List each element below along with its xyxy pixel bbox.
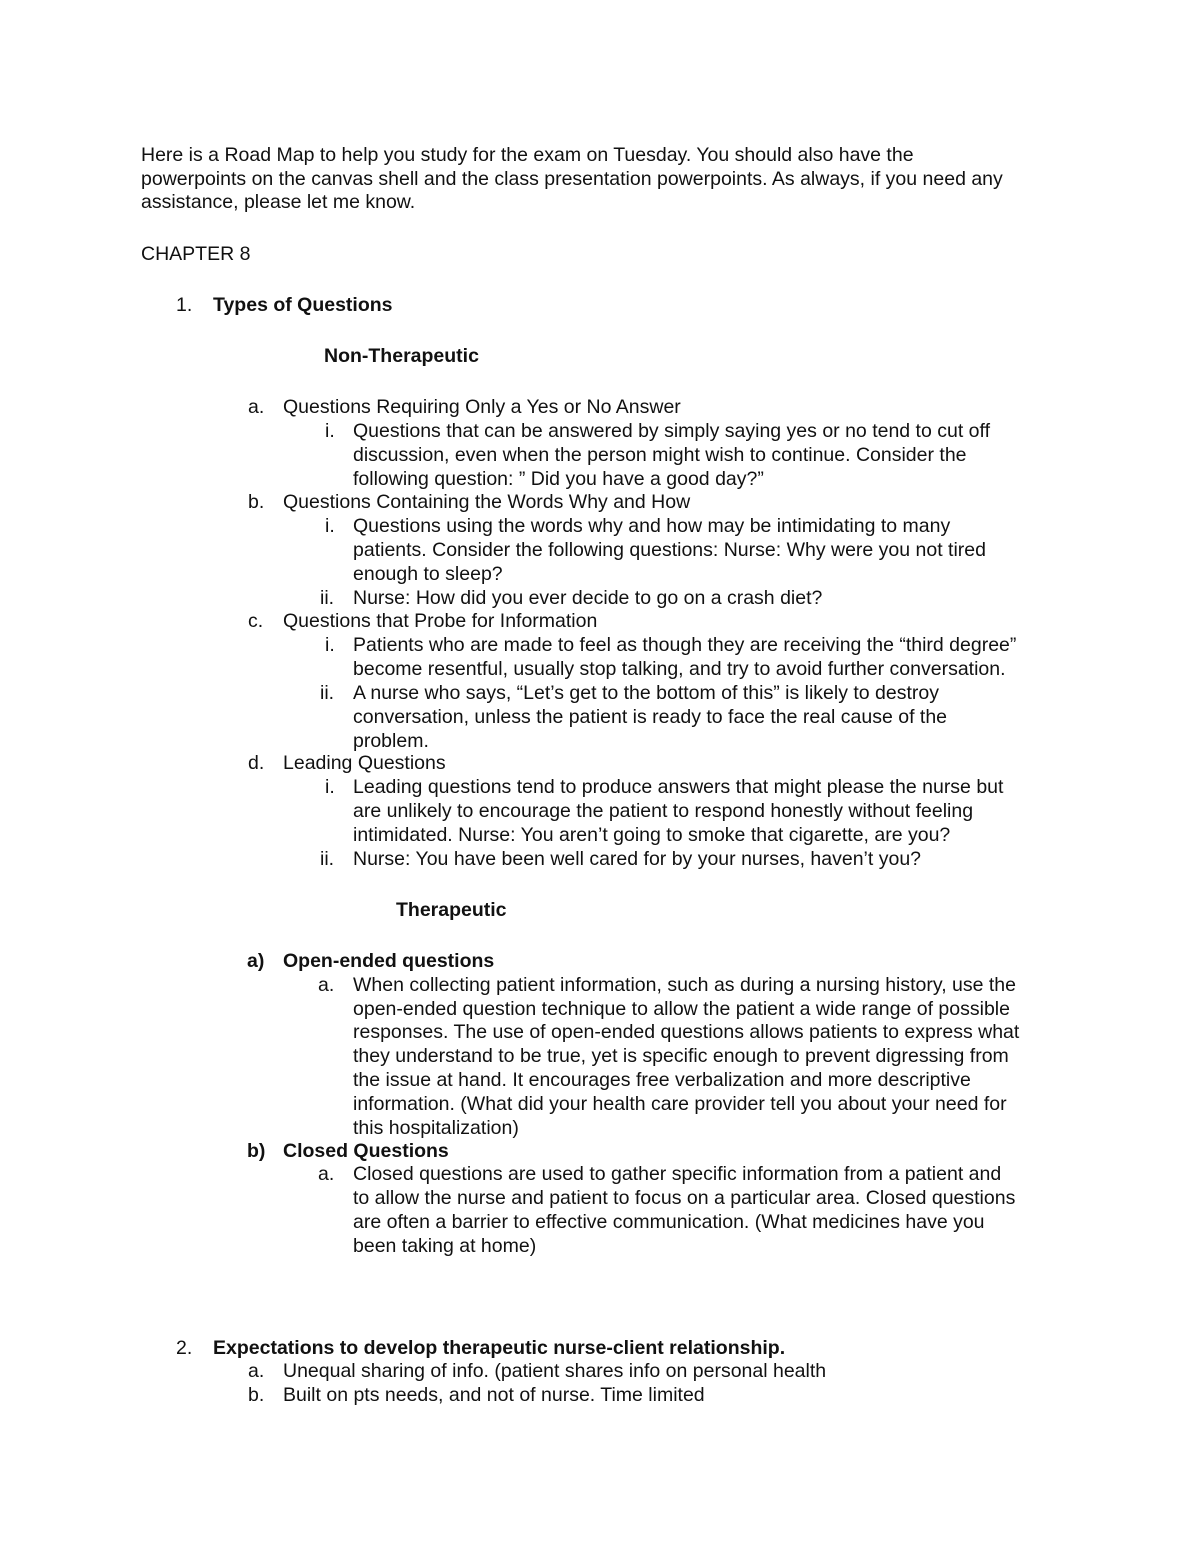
list-item-text: conversation, unless the patient is ready to face the real cause of the [353,706,948,728]
list-item-text: responses. The use of open-ended questions allows patients to express what [353,1021,1020,1043]
list-marker: ii. [320,682,335,704]
list-item-text: become resentful, usually stop talking, and try to avoid further conversation. [353,658,1006,680]
list-item-text: this hospitalization) [353,1117,519,1139]
list-item-text: Closed questions are used to gather specific information from a patient and [353,1163,1002,1185]
list-item-text: problem. [353,730,429,752]
list-item-text: are often a barrier to effective communication. (What medicines have you [353,1211,985,1233]
list-item-text: Nurse: You have been well cared for by your nurses, haven’t you? [353,848,922,870]
list-marker: b. [248,491,265,513]
list-item-text: Questions that can be answered by simply saying yes or no tend to cut off [353,420,990,442]
subheading-non-therapeutic: Non-Therapeutic [324,345,479,367]
list-marker: a. [318,974,335,996]
list-marker: a. [248,1360,265,1382]
list-item-text: the issue at hand. It encourages free verbalization and more descriptive [353,1069,971,1091]
list-item: Questions that Probe for Information [283,610,598,632]
list-item-text: discussion, even when the person might wish to continue. Consider the [353,444,967,466]
list-item-text: been taking at home) [353,1235,537,1257]
section-number: 1. [176,294,193,316]
list-item-text: patients. Consider the following questions: Nurse: Why were you not tired [353,539,986,561]
list-item-text: Questions using the words why and how may be intimidating to many [353,515,951,537]
subheading-therapeutic: Therapeutic [396,899,507,921]
intro-line: assistance, please let me know. [141,191,416,213]
intro-line: Here is a Road Map to help you study for the exam on Tuesday. You should also have the [141,144,914,166]
list-marker: ii. [320,587,335,609]
list-marker: i. [325,420,335,442]
section-number: 2. [176,1337,193,1359]
list-marker: ii. [320,848,335,870]
list-item-text: open-ended question technique to allow the patient a wide range of possible [353,998,1010,1020]
list-item: Questions Containing the Words Why and How [283,491,691,513]
list-marker: i. [325,515,335,537]
list-item-text: intimidated. Nurse: You aren’t going to smoke that cigarette, are you? [353,824,951,846]
list-item: Unequal sharing of info. (patient shares info on personal health [283,1360,827,1382]
list-item: Leading Questions [283,752,446,774]
list-marker: i. [325,634,335,656]
list-item-text: When collecting patient information, such as during a nursing history, use the [353,974,1016,996]
list-marker: d. [248,752,265,774]
list-item-text: Leading questions tend to produce answers that might please the nurse but [353,776,1004,798]
list-item: Open-ended questions [283,950,495,972]
list-marker: i. [325,776,335,798]
list-marker: c. [248,610,264,632]
list-item-text: A nurse who says, “Let’s get to the bottom of this” is likely to destroy [353,682,939,704]
list-item: Closed Questions [283,1140,449,1162]
section-title: Expectations to develop therapeutic nurse-client relationship. [213,1337,786,1359]
list-item: Questions Requiring Only a Yes or No Answer [283,396,681,418]
list-item-text: Patients who are made to feel as though they are receiving the “third degree” [353,634,1017,656]
list-marker: a. [248,396,265,418]
list-item-text: are unlikely to encourage the patient to respond honestly without feeling [353,800,974,822]
list-item-text: Nurse: How did you ever decide to go on a crash diet? [353,587,823,609]
list-item: Built on pts needs, and not of nurse. Time limited [283,1384,705,1406]
chapter-heading: CHAPTER 8 [141,243,251,265]
intro-line: powerpoints on the canvas shell and the class presentation powerpoints. As always, if you need any [141,168,1003,190]
list-item-text: enough to sleep? [353,563,503,585]
list-item-text: following question: ” Did you have a good day?” [353,468,764,490]
list-item-text: information. (What did your health care provider tell you about your need for [353,1093,1007,1115]
section-title: Types of Questions [213,294,393,316]
list-marker: b) [247,1140,266,1162]
list-marker: b. [248,1384,265,1406]
list-item-text: they understand to be true, yet is specific enough to prevent digressing from [353,1045,1009,1067]
list-item-text: to allow the nurse and patient to focus on a particular area. Closed questions [353,1187,1016,1209]
list-marker: a) [247,950,265,972]
list-marker: a. [318,1163,335,1185]
